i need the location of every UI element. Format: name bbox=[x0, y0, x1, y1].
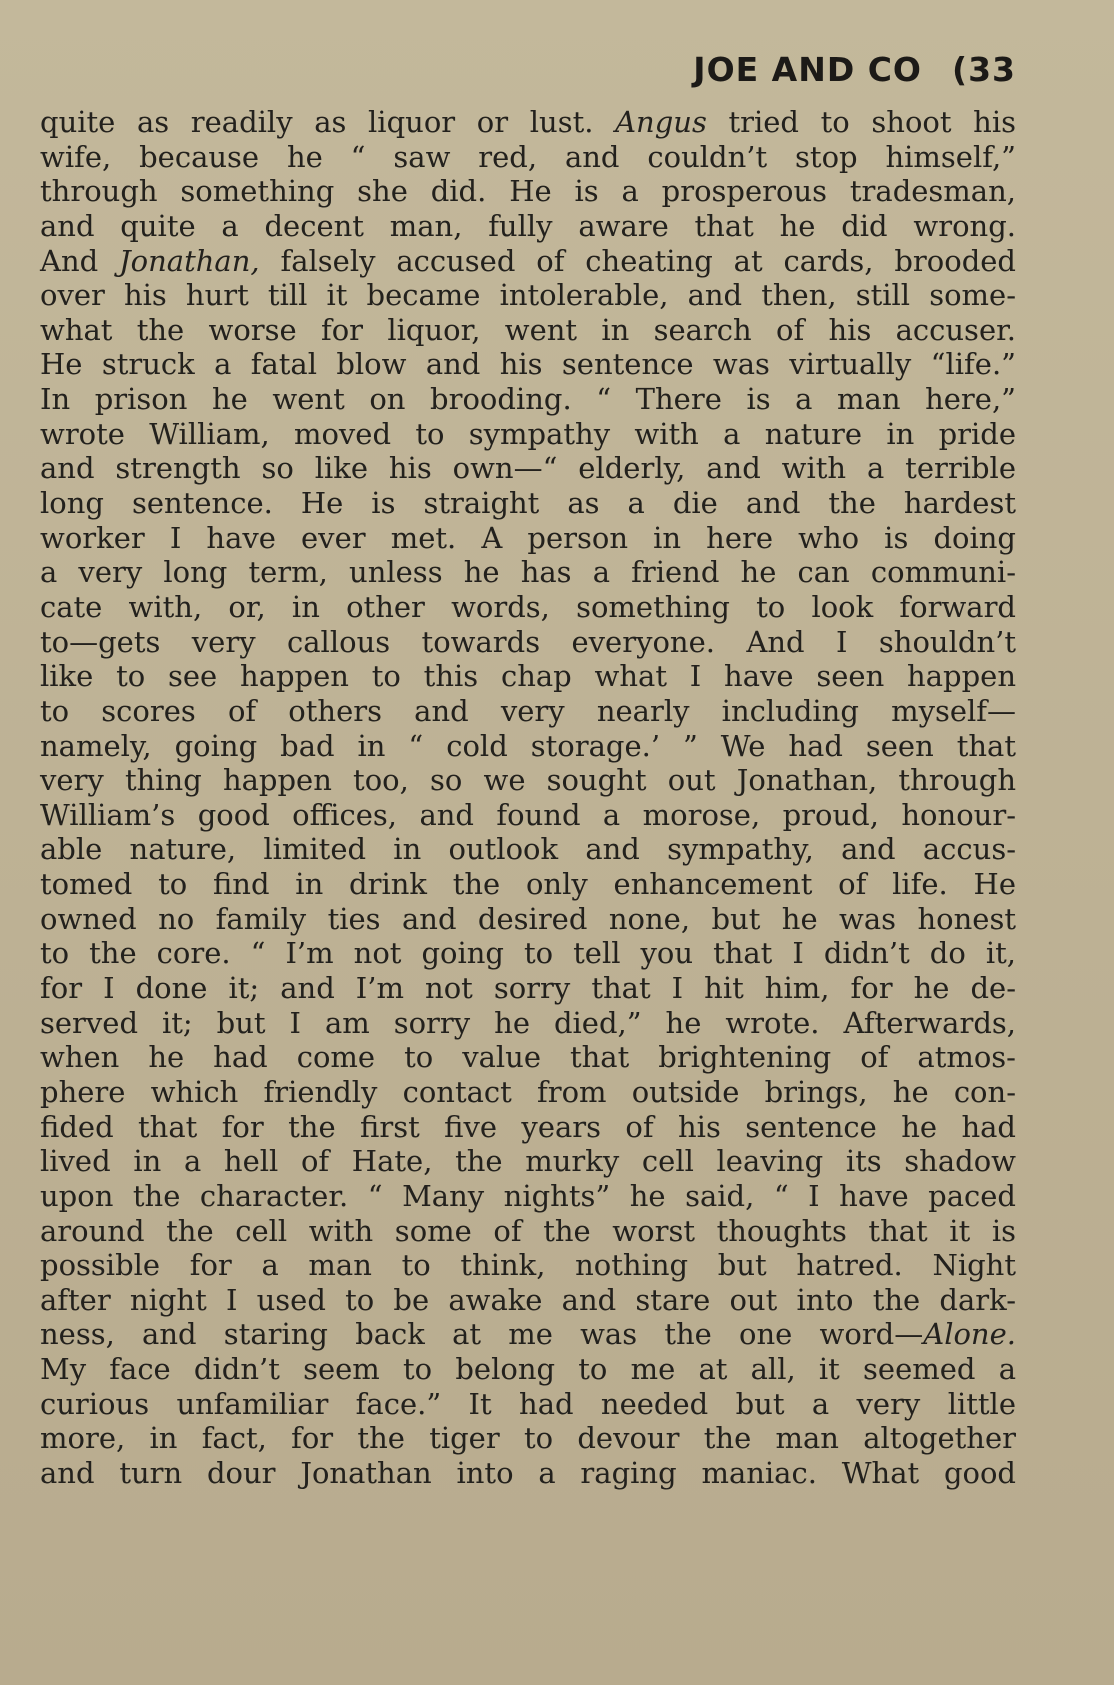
text-run: tried to shoot his bbox=[706, 105, 1016, 139]
text-run: able nature, limited in outlook and sympathy, and accus- bbox=[40, 832, 1016, 867]
text-line bbox=[40, 625, 1016, 660]
text-line bbox=[40, 1421, 1016, 1456]
text-run: what the worse for liquor, went in search of his accuser. bbox=[40, 312, 1016, 347]
text-line bbox=[40, 867, 1016, 902]
text-line bbox=[40, 1387, 1016, 1422]
text-line bbox=[40, 1040, 1016, 1075]
body-text bbox=[40, 105, 1016, 1491]
text-run: around the cell with some of the worst thoughts that it is bbox=[40, 1213, 1016, 1248]
text-line bbox=[40, 729, 1016, 764]
text-run: to the core. “ I’m not going to tell you that I didn’t do it, bbox=[40, 936, 1016, 971]
text-run: upon the character. “ Many nights” he said, “ I have paced bbox=[40, 1178, 1016, 1213]
text-run: And bbox=[40, 243, 120, 278]
text-line bbox=[40, 1248, 1016, 1283]
text-run: quite as readily as liquor or lust. bbox=[40, 105, 616, 139]
text-run: In prison he went on brooding. “ There is a man here,” bbox=[40, 382, 1016, 417]
text-line bbox=[40, 936, 1016, 971]
italic-name: Angus bbox=[615, 105, 707, 139]
italic-name: Alone. bbox=[923, 1317, 1016, 1352]
text-line bbox=[40, 417, 1016, 452]
text-run: after night I used to be awake and stare out into the dark- bbox=[40, 1282, 1016, 1317]
text-line bbox=[40, 105, 1016, 140]
text-run: to scores of others and very nearly including myself— bbox=[40, 693, 1016, 728]
text-run: He struck a fatal blow and his sentence was virtually “life.” bbox=[40, 347, 1016, 382]
text-run: fided that for the first five years of his sentence he had bbox=[40, 1109, 1016, 1144]
text-run: lived in a hell of Hate, the murky cell leaving its shadow bbox=[40, 1144, 1016, 1179]
running-head bbox=[693, 50, 1016, 89]
text-run: and quite a decent man, fully aware that he did wrong. bbox=[40, 208, 1016, 243]
text-line bbox=[40, 1006, 1016, 1041]
text-line bbox=[40, 832, 1016, 867]
text-line bbox=[40, 1214, 1016, 1249]
text-run: for I done it; and I’m not sorry that I hit him, for he de- bbox=[40, 971, 1016, 1006]
text-run: worker I have ever met. A person in here who is doing bbox=[40, 520, 1016, 555]
text-run: served it; but I am sorry he died,” he wrote. Afterwards, bbox=[40, 1005, 1016, 1040]
text-line bbox=[40, 486, 1016, 521]
text-line bbox=[40, 659, 1016, 694]
text-run: tomed to find in drink the only enhancement of life. He bbox=[40, 867, 1016, 902]
text-run: wrote William, moved to sympathy with a nature in pride bbox=[40, 416, 1016, 451]
text-line bbox=[40, 798, 1016, 833]
text-line bbox=[40, 1075, 1016, 1110]
text-run: curious unfamiliar face.” It had needed but a very little bbox=[40, 1386, 1016, 1421]
text-run: ness, and staring back at me was the one word— bbox=[40, 1317, 924, 1352]
text-run: when he had come to value that brightening of atmos- bbox=[40, 1040, 1016, 1075]
text-line bbox=[40, 1283, 1016, 1318]
running-head-title: JOE AND CO bbox=[693, 50, 922, 89]
text-line bbox=[40, 1317, 1016, 1352]
text-run: William’s good offices, and found a morose, proud, honour- bbox=[40, 797, 1016, 832]
text-run: My face didn’t seem to belong to me at all, it seemed a bbox=[40, 1352, 1016, 1387]
text-run: very thing happen too, so we sought out Jonathan, through bbox=[40, 763, 1016, 798]
text-run: owned no family ties and desired none, but he was honest bbox=[40, 901, 1016, 936]
text-run: more, in fact, for the tiger to devour the man altogether bbox=[40, 1421, 1016, 1456]
text-run: through something she did. He is a prosperous tradesman, bbox=[40, 174, 1016, 209]
text-line bbox=[40, 1179, 1016, 1214]
text-run: a very long term, unless he has a friend he can communi- bbox=[40, 555, 1016, 590]
text-line bbox=[40, 140, 1016, 175]
text-line bbox=[40, 382, 1016, 417]
page-number: (33 bbox=[951, 50, 1016, 89]
italic-name: Jonathan, bbox=[119, 243, 260, 278]
text-line bbox=[40, 1352, 1016, 1387]
text-line bbox=[40, 1110, 1016, 1145]
text-run: and strength so like his own—“ elderly, and with a terrible bbox=[40, 451, 1016, 486]
text-run: long sentence. He is straight as a die and the hardest bbox=[40, 486, 1016, 521]
text-line bbox=[40, 590, 1016, 625]
text-line bbox=[40, 347, 1016, 382]
text-run: to—gets very callous towards everyone. And I shouldn’t bbox=[40, 624, 1016, 659]
text-line bbox=[40, 521, 1016, 556]
text-line bbox=[40, 278, 1016, 313]
text-run: wife, because he “ saw red, and couldn’t stop himself,” bbox=[40, 139, 1016, 174]
text-line bbox=[40, 174, 1016, 209]
text-line bbox=[40, 555, 1016, 590]
text-line bbox=[40, 763, 1016, 798]
text-line bbox=[40, 451, 1016, 486]
text-run: cate with, or, in other words, something to look forward bbox=[40, 589, 1016, 624]
text-run: like to see happen to this chap what I have seen happen bbox=[40, 659, 1016, 694]
text-line bbox=[40, 313, 1016, 348]
text-line bbox=[40, 244, 1016, 279]
text-line bbox=[40, 1144, 1016, 1179]
text-run: over his hurt till it became intolerable, and then, still some- bbox=[40, 278, 1016, 313]
text-line bbox=[40, 209, 1016, 244]
text-run: namely, going bad in “ cold storage.’ ” We had seen that bbox=[40, 728, 1016, 763]
text-run: possible for a man to think, nothing but hatred. Night bbox=[40, 1248, 1016, 1283]
text-line bbox=[40, 1456, 1016, 1491]
text-line bbox=[40, 694, 1016, 729]
text-run: phere which friendly contact from outside brings, he con- bbox=[40, 1074, 1016, 1109]
text-run: and turn dour Jonathan into a raging maniac. What good bbox=[40, 1455, 1016, 1490]
text-line bbox=[40, 902, 1016, 937]
text-run: falsely accused of cheating at cards, brooded bbox=[259, 243, 1016, 278]
text-line bbox=[40, 971, 1016, 1006]
